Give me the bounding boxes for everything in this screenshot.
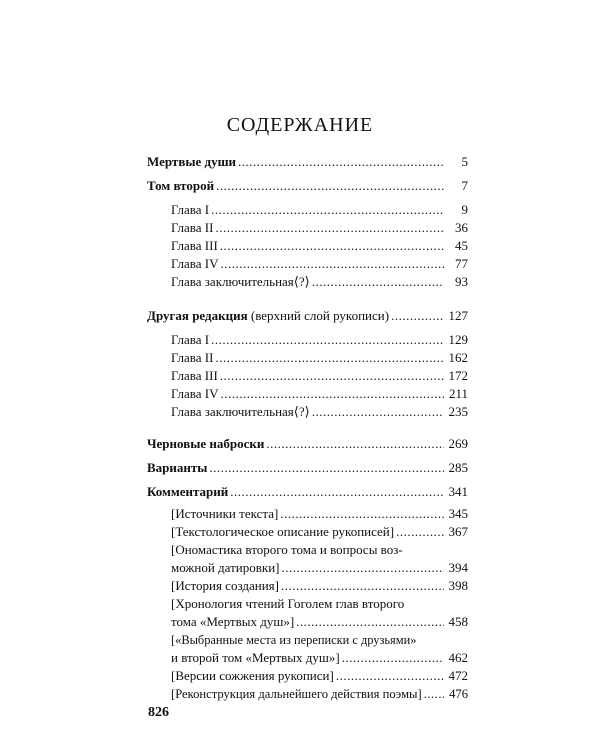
- toc-entry-label: [История создания]: [171, 578, 279, 593]
- toc-entry-label: Глава I: [171, 202, 210, 217]
- toc-entry[interactable]: [147, 436, 468, 452]
- toc-entry[interactable]: [171, 524, 468, 540]
- toc-entry-label: и второй том «Мертвых душ»]: [171, 650, 340, 665]
- toc-leader-dots: [281, 578, 444, 594]
- toc-entry[interactable]: [171, 650, 468, 666]
- toc-leader-dots: [280, 506, 444, 522]
- toc-page-number: 394: [448, 560, 468, 575]
- toc-leader-dots: [296, 614, 444, 630]
- toc-entry[interactable]: [147, 308, 468, 324]
- toc-entry[interactable]: [171, 350, 468, 366]
- toc-entry[interactable]: [171, 578, 468, 594]
- toc-leader-dots: [216, 178, 444, 194]
- toc-page-number: 476: [449, 687, 468, 701]
- toc-page-number: 472: [448, 668, 468, 683]
- toc-entry-label: Глава III: [171, 238, 218, 253]
- toc-page-number: 7: [461, 178, 468, 193]
- toc-entry[interactable]: [147, 460, 468, 476]
- toc-entry-label: Глава I: [171, 332, 210, 347]
- toc-leader-dots: [209, 460, 444, 476]
- toc-page-number: 5: [461, 154, 468, 169]
- toc-entry-label-bold: Другая редакция: [147, 308, 248, 323]
- toc-entry-label: Том второй: [147, 178, 215, 193]
- toc-page-number: 398: [448, 578, 468, 593]
- toc-entry-label: Мертвые души: [147, 154, 237, 169]
- toc-entry-label: [Версии сожжения рукописи]: [171, 668, 334, 683]
- toc-page-number: 45: [455, 238, 468, 253]
- toc-entry[interactable]: [171, 404, 468, 420]
- toc-entry[interactable]: [147, 154, 468, 170]
- toc-leader-dots: [220, 238, 444, 254]
- toc-entry-label: можной датировки]: [171, 560, 280, 575]
- toc-leader-dots: [220, 368, 444, 384]
- page-title: СОДЕРЖАНИЕ: [226, 114, 374, 136]
- toc-entry[interactable]: [171, 368, 468, 384]
- toc-page-number: 345: [448, 506, 468, 521]
- toc-leader-dots: [211, 202, 444, 218]
- toc-entry[interactable]: [171, 386, 468, 402]
- toc-entry-label: Глава IV: [171, 386, 219, 401]
- toc-page-number: 93: [455, 274, 468, 289]
- toc-entry[interactable]: [171, 668, 468, 684]
- toc-entry[interactable]: [171, 506, 468, 522]
- toc-leader-dots: [211, 332, 444, 348]
- toc-entry[interactable]: [147, 484, 468, 500]
- toc-page-number: 36: [455, 220, 468, 235]
- toc-entry-label: [Реконструкция дальнейшего действия поэмы]: [171, 687, 422, 701]
- toc-entry-label: [147, 308, 389, 324]
- toc-page-number: 285: [448, 460, 468, 475]
- toc-entry-label: Глава II: [171, 220, 214, 235]
- toc-leader-dots: [312, 274, 444, 290]
- toc-entry-label: Глава II: [171, 350, 214, 365]
- toc-entry[interactable]: [171, 274, 468, 290]
- toc-page-number: 172: [448, 368, 468, 383]
- toc-leader-dots: [266, 436, 444, 452]
- toc-leader-dots: [391, 308, 444, 324]
- toc-leader-dots: [281, 560, 444, 576]
- toc-entry[interactable]: [147, 178, 468, 194]
- toc-leader-dots: [312, 404, 444, 420]
- toc-page-number: 9: [461, 202, 468, 217]
- toc-page-number: 211: [448, 386, 468, 401]
- toc-entry-label: Глава заключительная⟨?⟩: [171, 404, 310, 419]
- toc-leader-dots: [221, 256, 445, 272]
- toc-page-number: 129: [448, 332, 468, 347]
- toc-entry-label: Комментарий: [147, 484, 229, 499]
- toc-page-number: 367: [448, 524, 468, 539]
- toc-entry[interactable]: [171, 256, 468, 272]
- toc-page-number: 462: [448, 650, 468, 665]
- toc-entry-label: Глава IV: [171, 256, 219, 271]
- toc-entry-label: Глава заключительная⟨?⟩: [171, 274, 310, 289]
- toc-leader-dots: [215, 220, 444, 236]
- toc-leader-dots: [396, 524, 444, 540]
- toc-page-number: 269: [448, 436, 468, 451]
- toc-leader-dots: [336, 668, 444, 684]
- toc-leader-dots: [238, 154, 444, 170]
- toc-page-number: 235: [448, 404, 468, 419]
- toc-page-number: 127: [448, 308, 468, 323]
- toc-leader-dots: [215, 350, 444, 366]
- toc-entry[interactable]: [171, 614, 468, 630]
- toc-entry[interactable]: [171, 202, 468, 218]
- toc-page-number: 77: [455, 256, 468, 271]
- toc-entry-label: тома «Мертвых душ»]: [171, 614, 295, 629]
- toc-entry-label: Глава III: [171, 368, 218, 383]
- toc-leader-dots: [230, 484, 444, 500]
- toc-page-number: 341: [448, 484, 468, 499]
- toc-leader-dots: [221, 386, 445, 402]
- toc-page-number: 458: [448, 614, 468, 629]
- toc-entry-line[interactable]: [Ономастика второго тома и вопросы воз-: [171, 542, 403, 557]
- toc-entry-label: Варианты: [147, 460, 208, 475]
- toc-entry[interactable]: [171, 686, 468, 702]
- toc-entry-label: [Источники текста]: [171, 506, 279, 521]
- toc-entry[interactable]: [171, 220, 468, 236]
- toc-entry[interactable]: [171, 560, 468, 576]
- toc-entry-label-suffix: (верхний слой рукописи): [247, 308, 390, 323]
- toc-entry-line[interactable]: [Хронология чтений Гоголем глав второго: [171, 596, 405, 611]
- toc-entry-label: [Текстологическое описание рукописей]: [171, 524, 395, 539]
- toc-leader-dots: [424, 686, 444, 702]
- toc-leader-dots: [342, 650, 444, 666]
- page-number: 826: [148, 705, 169, 720]
- toc-entry-line[interactable]: [«Выбранные места из переписки с друзьями»: [171, 633, 417, 647]
- toc-entry-label: Черновые наброски: [147, 436, 265, 451]
- toc-entry[interactable]: [171, 238, 468, 254]
- toc-entry[interactable]: [171, 332, 468, 348]
- toc-page-number: 162: [448, 350, 468, 365]
